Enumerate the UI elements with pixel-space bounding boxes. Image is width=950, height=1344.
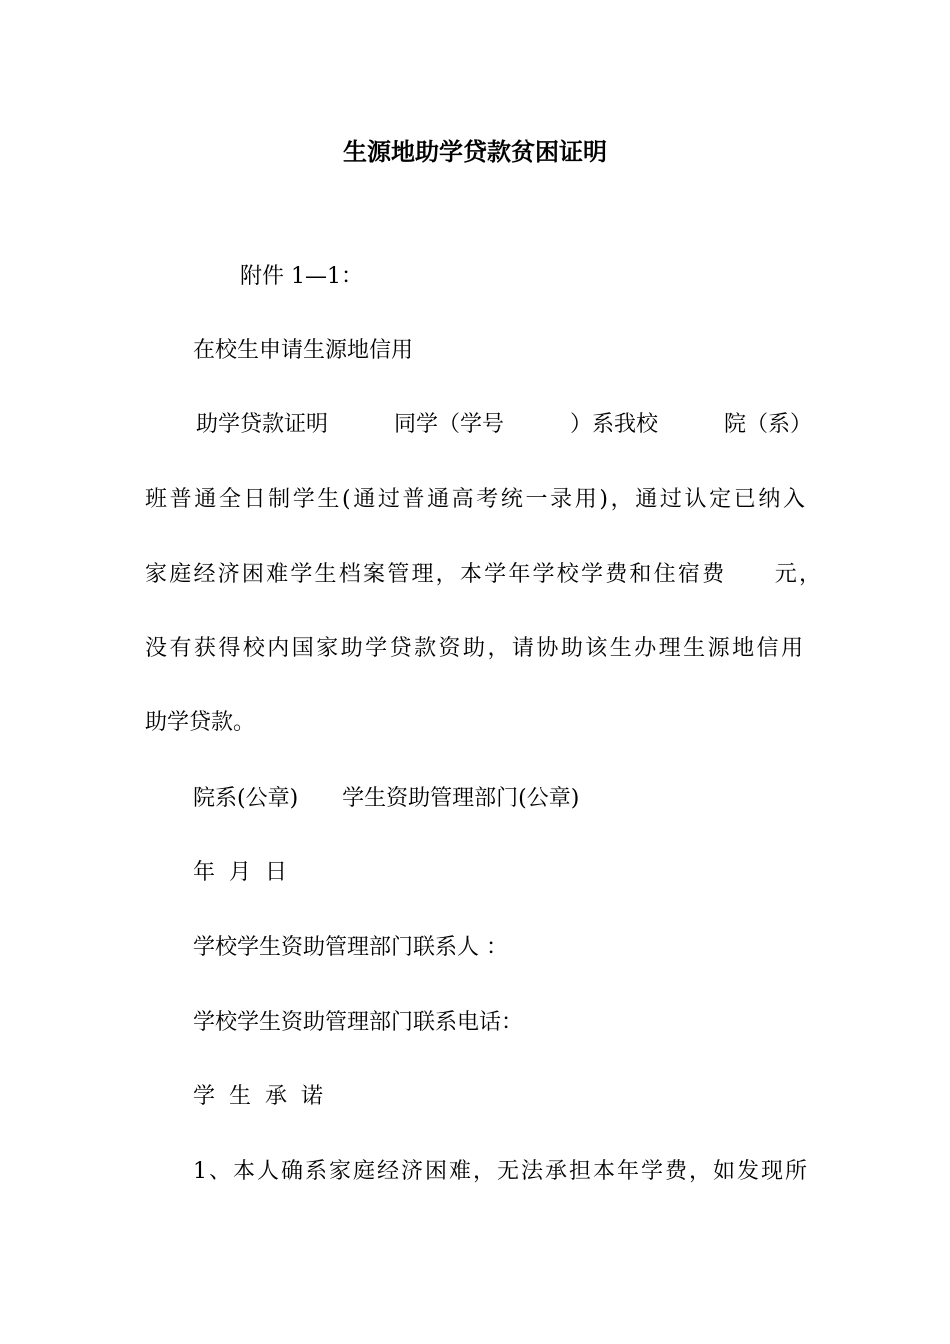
paragraph-line-5: 没有获得校内国家助学贷款资助，请协助该生办理生源地信用 xyxy=(145,636,803,661)
paragraph-line-4: 家庭经济困难学生档案管理，本学年学校学费和住宿费 元， xyxy=(145,562,821,587)
date-line: 年 月 日 xyxy=(193,860,287,885)
paragraph-line-6: 助学贷款。 xyxy=(145,710,256,735)
pledge-item-1: 1、本人确系家庭经济困难，无法承担本年学费，如发现所 xyxy=(193,1159,807,1184)
attachment-label: 附件 1—1： xyxy=(240,264,363,289)
student-pledge-heading: 学 生 承 诺 xyxy=(193,1084,323,1109)
seal-line: 院系(公章) 学生资助管理部门(公章) xyxy=(193,786,580,811)
contact-person-line: 学校学生资助管理部门联系人 ： xyxy=(193,935,508,960)
paragraph-line-1: 在校生申请生源地信用 xyxy=(193,338,414,363)
paragraph-line-3: 班普通全日制学生(通过普通高考统一录用)，通过认定已纳入 xyxy=(145,487,805,512)
contact-phone-line: 学校学生资助管理部门联系电话： xyxy=(193,1010,524,1035)
document-title: 生源地助学贷款贫困证明 xyxy=(343,137,607,166)
paragraph-line-2: 助学贷款证明 同学（学号 ）系我校 院（系） xyxy=(196,412,813,437)
